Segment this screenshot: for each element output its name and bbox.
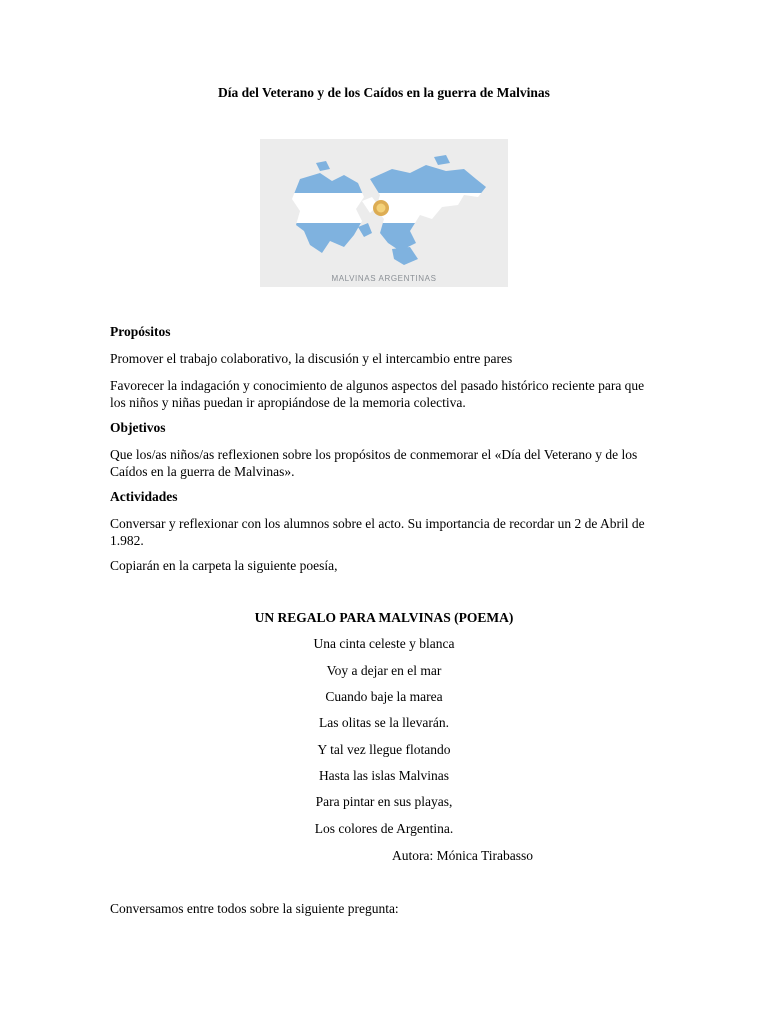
poem-line: Una cinta celeste y blanca [313, 636, 455, 651]
poem-line: Cuando baje la marea [325, 689, 443, 704]
malvinas-map-graphic [260, 139, 508, 287]
poem-line: Para pintar en sus playas, [315, 794, 453, 809]
objetivo-item-1: Que los/as niños/as reflexionen sobre los propósitos de conmemorar el «Día del Veterano y de los Caídos en la guerra de Malvinas». [110, 447, 638, 479]
poem-line: Las olitas se la llevarán. [318, 715, 450, 730]
poem-line: Hasta las islas Malvinas [318, 768, 450, 783]
sun-of-may-icon [373, 200, 389, 216]
poem-author: Autora: Mónica Tirabasso [392, 848, 533, 863]
poem-line: Voy a dejar en el mar [326, 663, 442, 678]
image-caption: MALVINAS ARGENTINAS [331, 274, 437, 283]
poem-line: Y tal vez llegue flotando [317, 742, 451, 757]
closing-paragraph: Conversamos entre todos sobre la siguiente pregunta: [110, 901, 399, 916]
poem-title: UN REGALO PARA MALVINAS (POEMA) [254, 610, 514, 625]
actividad-item-1: Conversar y reflexionar con los alumnos sobre el acto. Su importancia de recordar un 2 de Abril de 1.982. [110, 516, 645, 548]
poem-line: Los colores de Argentina. [314, 821, 454, 836]
section-heading-actividades: Actividades [110, 489, 178, 504]
section-heading-propositos: Propósitos [110, 324, 171, 339]
malvinas-flag-map-image [260, 139, 508, 287]
proposito-item-1: Promover el trabajo colaborativo, la discusión y el intercambio entre pares [110, 351, 513, 366]
actividad-item-2: Copiarán en la carpeta la siguiente poesía, [110, 558, 338, 573]
section-heading-objetivos: Objetivos [110, 420, 166, 435]
document-title: Día del Veterano y de los Caídos en la guerra de Malvinas [218, 85, 550, 100]
proposito-item-2: Favorecer la indagación y conocimiento de algunos aspectos del pasado histórico reciente para que los niños y niñas puedan ir apropiándose de la memoria colectiva. [110, 378, 645, 410]
